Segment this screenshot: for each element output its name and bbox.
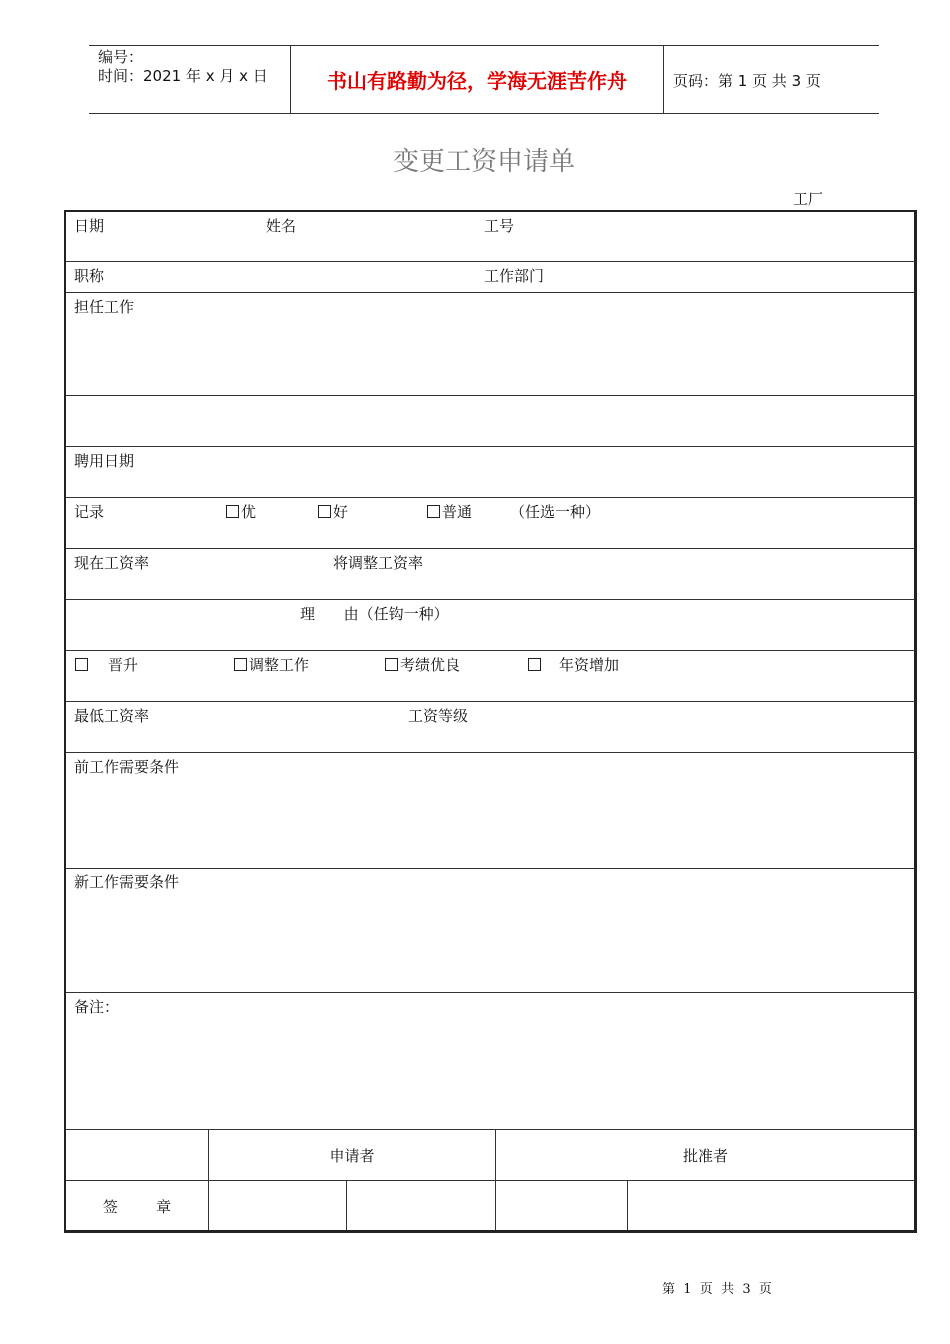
duties-label: 担任工作 [74, 298, 135, 316]
row-divider [66, 650, 915, 651]
signature-divider [208, 1129, 209, 1230]
checkbox-icon[interactable] [75, 658, 88, 671]
row-divider [66, 395, 915, 396]
checkbox-icon[interactable] [427, 505, 440, 518]
checkbox-icon[interactable] [318, 505, 331, 518]
row-divider [66, 292, 915, 293]
reason-heading: 理 由（任钩一种） [300, 605, 449, 623]
header-top-rule [89, 45, 879, 46]
record-label: 记录 [74, 503, 105, 521]
checkbox-icon[interactable] [528, 658, 541, 671]
prev-requirements-label: 前工作需要条件 [74, 758, 180, 776]
header-motto: 书山有路勤为径，学海无涯苦作舟 [327, 69, 627, 93]
signature-divider [346, 1180, 347, 1230]
document-time-label: 时间：2021 年 x 月 x 日 [98, 67, 268, 85]
row-divider [66, 548, 915, 549]
new-requirements-label: 新工作需要条件 [74, 873, 180, 891]
form-table [64, 210, 917, 1233]
adjusted-rate-label: 将调整工资率 [333, 554, 424, 572]
reason-option-promotion[interactable]: 晋升 [75, 656, 138, 674]
header-divider-right [663, 46, 664, 113]
name-label: 姓名 [266, 217, 297, 235]
seal-label: 签 章 [102, 1198, 172, 1216]
salary-grade-label: 工资等级 [408, 707, 469, 725]
row-divider [66, 1180, 915, 1181]
row-divider [66, 992, 915, 993]
row-divider [66, 497, 915, 498]
record-note: （任选一种） [510, 503, 601, 521]
form-title: 变更工资申请单 [392, 147, 575, 177]
row-divider [66, 261, 915, 262]
reason-option-seniority[interactable]: 年资增加 [528, 656, 619, 674]
current-rate-label: 现在工资率 [74, 554, 150, 572]
row-divider [66, 868, 915, 869]
row-divider [66, 752, 915, 753]
approver-label: 批准者 [682, 1147, 728, 1165]
factory-label: 工厂 [793, 190, 824, 208]
header-bottom-rule [89, 113, 879, 114]
record-option-excellent[interactable]: 优 [226, 503, 256, 521]
row-divider [66, 446, 915, 447]
job-title-label: 职称 [74, 267, 105, 285]
row-divider [66, 599, 915, 600]
hire-date-label: 聘用日期 [74, 452, 135, 470]
checkbox-icon[interactable] [385, 658, 398, 671]
row-divider [66, 701, 915, 702]
checkbox-icon[interactable] [234, 658, 247, 671]
document-number-label: 编号： [98, 48, 144, 66]
department-label: 工作部门 [484, 267, 545, 285]
employee-id-label: 工号 [484, 217, 515, 235]
row-divider [66, 1129, 915, 1130]
record-option-good[interactable]: 好 [318, 503, 348, 521]
reason-option-job-adjustment[interactable]: 调整工作 [234, 656, 309, 674]
min-rate-label: 最低工资率 [74, 707, 150, 725]
header-page-label: 页码：第 1 页 共 3 页 [673, 72, 821, 90]
signature-divider [627, 1180, 628, 1230]
footer-page-number: 第 1 页 共 3 页 [662, 1282, 772, 1297]
signature-divider [495, 1129, 496, 1230]
date-label: 日期 [74, 217, 105, 235]
applicant-label: 申请者 [329, 1147, 375, 1165]
reason-option-performance[interactable]: 考绩优良 [385, 656, 460, 674]
remarks-label: 备注： [74, 998, 120, 1016]
checkbox-icon[interactable] [226, 505, 239, 518]
record-option-average[interactable]: 普通 [427, 503, 472, 521]
